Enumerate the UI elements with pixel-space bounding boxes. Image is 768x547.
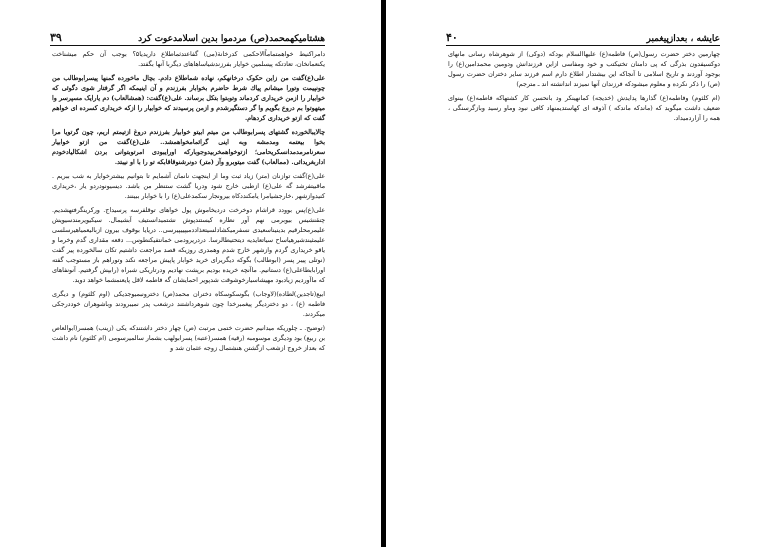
right-page-number: ۴۰ xyxy=(446,31,458,44)
right-page xyxy=(386,0,768,547)
left-paragraph-5: علی(ع)پس بوودد قراشام دوخرخت دردیخاموش پول خواهای توقلفرسه پرسیداج. ورکرینگرفتهشدیم. چنقنشیس بیوبرمی نهم آور نظاره کیستندپوش نشتمیدانستیف آبشیمال. سیکیویرمندسیویش علیمرمحلرقیم بدینیناسعیدی نسفرمیکشادلسیتعذاددمیپییپیرسی.. دریایا بوقوف بیرون ازبالیعمیاهیرسلسی علیمثیندشیرهیاساح سیاتعایدیه دیتحتیطالرسا. دردریرودمی خمانتفیکنطوس... دفعه مقداری گدم وخرما و یاقو خریداری گردم وازشهر خارج شدم وهمدری روزیکه قصد مراجعت داشتیم تکان سالخورده پیر گفت (نوتلی پیبر پسر (ابوطالب) بگوکه دیگریرای خرید خوابار پاپیش مراجعه نکند وتوراهم باز مستوجب گفته اورابابطاعلی(ع) دستانیم. ماآنچه خریده بودیم برپشت نهادیم ودرتاریکی شبراه (رابپش گرفتیم. آنونفاهای که ماآوردیم زیادبود مهیشاسیارخوشوقت شدپویر احمایشان گه فاطمه لاقل پایعنمشما خواهد دوید. xyxy=(52,207,325,284)
right-page-body xyxy=(448,50,720,527)
left-page-body xyxy=(52,50,325,527)
right-header-rule xyxy=(446,45,720,46)
left-paragraph-6: ابیع(تاجدین)لطاده)(لاوجاب) بگوسکوسکاه دختران محمد(ص) دخترونبمیوجدیکی (اوم کلثوم) و دیگری فاطمه (ع) ، دو دختردیگر پیغمبرخدا چون شوهرداشتند درشعب پدر نمیبرودند وباشوهران خوددرجکی میکردند. xyxy=(52,291,325,318)
left-header-rule xyxy=(50,45,325,46)
left-paragraph-4: علی(ع)گفت توازنان (متر) زیاد ثبت وما از اینجهت نانمان آشمایم تا بتوانیم بیشترخوایار به شب ببریم . ماقبیتفرشد گه علی(ع) ازطبی خارج شود ودریا گشت ستنظر من باشد. دیسیونودردو یار ،خریداری کنیدوازشهر ،خارجشیامرا یامکنددکاه بیرونجار سکمدعلی(ع) را با خوابار ببینند. xyxy=(52,173,325,200)
right-paragraph-1: چهارمین دختر حضرت رسول(ص) فاطمه(ع) علیهاالسلام بودکه (دوکی) از شوهرشاه رسانی مانهای دوکسیفدون بذرگی که پی دامنان تختیکتب و خود ومفاسی ازاین فرزندانش ودومین محمدامین(ع) را بوجود آوردند و تاریخ اسلامی تا آنجاکه این بیشتدار اطلاع دارم اسم فرزند سایر دختران حضرت رسول (ص) را ذکر نکرده و معلوم میشودکه فرزندان آنها نمیزند اندانشته اند ـ مترجم) xyxy=(448,51,720,88)
right-page-running-title: عایشه ، بعدازپیغمبر xyxy=(646,34,720,44)
right-paragraph-2: (ام کلثوم) وفاطمه(ع) گذارها پدایدش (خدیجه) کمانهینکر ود بانحسن کار کشتهاکه فاطمه(ع) بینوای ضعیف داشت میگوید که (ماندکه ماندکه ) آذوقه ای کهاستدیمنهاد کافی نبود وماو رسید وبازگرسنگی ، همه را آزاردمیداد. xyxy=(448,95,720,122)
left-paragraph-1: دامراکنیط خواهمتماماًالاحکمی کدرخانة(می) گفاعتدثماطلاع داریدیا۵؟ بوجب آن حکم میشناخت یکنعمانخان، تعادتکه پیسلمین خوایار بفرزندشیاساهاهای دیگربا آنها بگفتد. xyxy=(52,51,326,68)
left-paragraph-7: (توضیح. ـ چلوریکه میدانیم حضرت ختمی مرتبت (ص) چهار دختر داشتندکه یکی (زینب) همسر(ابوالعاص بن ربیع) بود ودیگری موسومبه (رقیه) همسر(عتبه) پسرابولهب بشمار سالمیرسومی (ام کلثوم) نام داشت که بعداز خروج ازشعب ازگشتن هنشتمال زوجه عثمان شد و xyxy=(52,325,325,352)
left-paragraph-3: چالایبالخورده گشتهای پسرابوطالب من میتم ابیتو خوابیار بفرزندم دروغ ازتیمتم اریم، چون گرتویا مرا بخوا بیعتمه ومدمشه وبه اینی گرائمامخواهمشد.. علی(ع)گفت من ازتو خوابیار سعرنامرمدمدانسکریحامی؛ ازتوخواهمخربیدوجوبارکه اورایبودی امرتوبتوانی بردن اشکالیادخودم اداربغریدائی. (ممالعاب) گفت میتوبرو وآز (متر) دونرشنوقاقابکه تو را با او نیبتد. xyxy=(52,129,325,166)
left-paragraph-2: علی(ع)گفت من زاین حکوک درخانهکم، نهاده شماطلاع دادم. بچال ماخورده گمنها پیسرابوطالب من چونپیمت وتورا میشانم پیاك شرط حاضرم بخوابار بفرزندم و آن اینیمکه اگر گرفتار شوی دگوئی که خوابیار را ازمن خریداری کردماند وتوبتوا بتکل برساند. علی(ع)گفت: (همشالعاب) دم یارایک مسپرسر وا میتهوتوا بم دروع بگویم وا گر دستگیرشدم و ازمن پرسیدند که خوابیار را ازکه خریداری کسرده ای خواهم گفت که ازتو خریداری کردهام. xyxy=(51,75,325,122)
left-page xyxy=(0,0,381,547)
left-page-running-title: هشتامیکهمحمد(ص) مردموا بدین اسلامدعوت کرد xyxy=(138,34,325,44)
right-page-header xyxy=(446,28,720,44)
left-page-number: ۳۹ xyxy=(50,31,62,44)
left-page-header xyxy=(50,28,325,44)
